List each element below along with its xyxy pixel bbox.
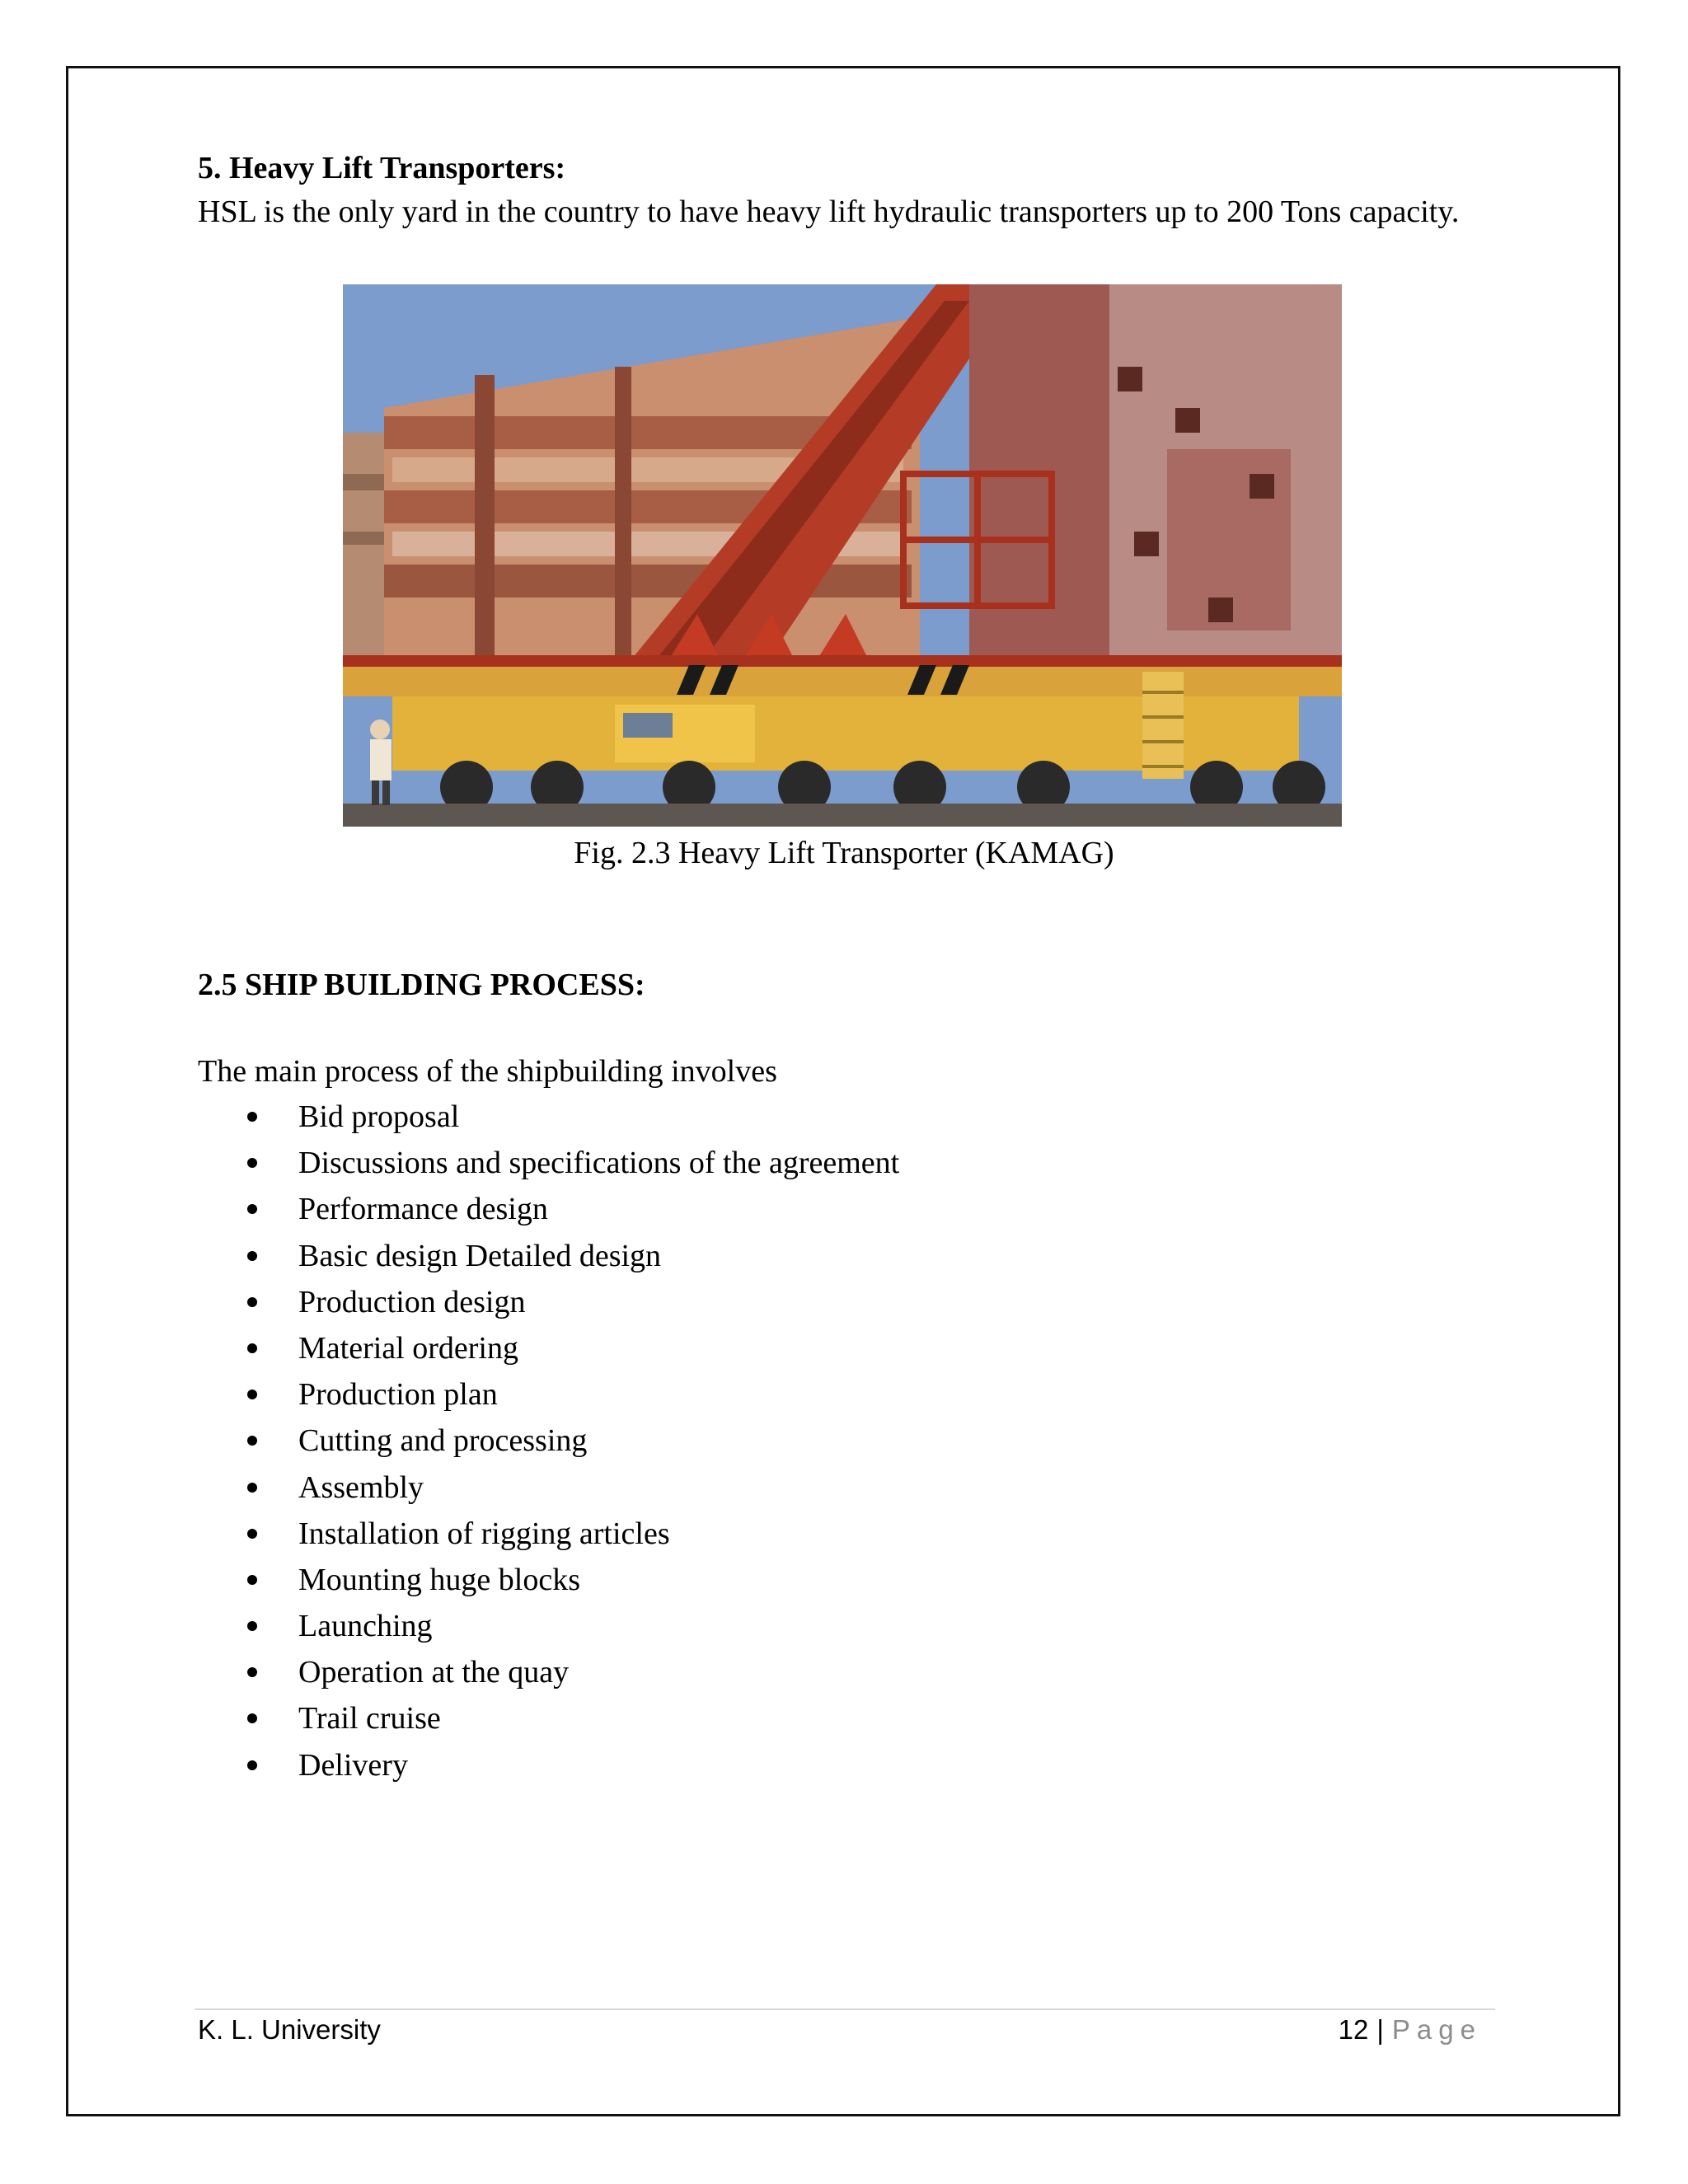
bullet-icon xyxy=(247,1621,257,1631)
list-item xyxy=(247,1649,899,1695)
list-item-text: Production design xyxy=(298,1284,526,1319)
page-number: 12 xyxy=(1338,2014,1369,2045)
list-item-text: Basic design Detailed design xyxy=(298,1238,662,1273)
list-item xyxy=(247,1557,899,1603)
list-item xyxy=(247,1603,899,1649)
list-item-text: Material ordering xyxy=(298,1330,518,1366)
footer-university: K. L. University xyxy=(198,2014,381,2045)
bullet-icon xyxy=(247,1251,257,1261)
list-item-text: Cutting and processing xyxy=(298,1423,588,1459)
footer-page-number xyxy=(1339,2011,1482,2049)
list-item-text: Operation at the quay xyxy=(298,1655,570,1690)
bullet-icon xyxy=(247,1343,257,1353)
list-item-text: Bid proposal xyxy=(298,1099,460,1134)
list-item-text: Installation of rigging articles xyxy=(298,1516,670,1551)
list-item-text: Mounting huge blocks xyxy=(298,1562,580,1597)
bullet-icon xyxy=(247,1667,257,1677)
section-2-5-intro: The main process of the shipbuilding involves xyxy=(198,1054,777,1089)
list-item-text: Production plan xyxy=(298,1377,498,1413)
list-item-text: Trail cruise xyxy=(298,1701,441,1736)
section-5-heading: 5. Heavy Lift Transporters: xyxy=(198,151,566,185)
bullet-icon xyxy=(247,1760,257,1770)
list-item xyxy=(247,1094,899,1140)
list-item xyxy=(247,1695,899,1741)
list-item xyxy=(247,1418,899,1464)
bullet-icon xyxy=(247,1297,257,1307)
page-separator: | xyxy=(1376,2014,1384,2045)
list-item xyxy=(247,1465,899,1511)
shipbuilding-process-list xyxy=(247,1094,899,1788)
heavy-lift-transporter-photo xyxy=(343,284,1342,827)
list-item xyxy=(247,1742,899,1788)
bullet-icon xyxy=(247,1436,257,1446)
bullet-icon xyxy=(247,1390,257,1399)
footer-divider xyxy=(195,2008,1495,2010)
list-item xyxy=(247,1325,899,1371)
bullet-icon xyxy=(247,1112,257,1122)
list-item-text: Delivery xyxy=(298,1747,408,1783)
list-item-text: Performance design xyxy=(298,1192,548,1227)
bullet-icon xyxy=(247,1713,257,1723)
list-item-text: Assembly xyxy=(298,1469,424,1505)
list-item xyxy=(247,1279,899,1325)
transporter-illustration xyxy=(343,284,1342,827)
list-item xyxy=(247,1371,899,1418)
list-item xyxy=(247,1140,899,1186)
bullet-icon xyxy=(247,1158,257,1168)
list-item xyxy=(247,1511,899,1557)
figure-caption: Fig. 2.3 Heavy Lift Transporter (KAMAG) xyxy=(574,836,1114,870)
section-2-5-heading: 2.5 SHIP BUILDING PROCESS: xyxy=(198,968,645,1002)
list-item-text: Launching xyxy=(298,1609,433,1644)
list-item xyxy=(247,1186,899,1232)
bullet-icon xyxy=(247,1529,257,1539)
list-item-text: Discussions and specifications of the agreement xyxy=(298,1146,900,1181)
page-label: Page xyxy=(1391,2014,1482,2045)
bullet-icon xyxy=(247,1483,257,1493)
bullet-icon xyxy=(247,1575,257,1585)
bullet-icon xyxy=(247,1204,257,1214)
list-item xyxy=(247,1233,899,1279)
section-5-body: HSL is the only yard in the country to have heavy lift hydraulic transporters up to 200 Tons capacity. xyxy=(198,194,1460,229)
